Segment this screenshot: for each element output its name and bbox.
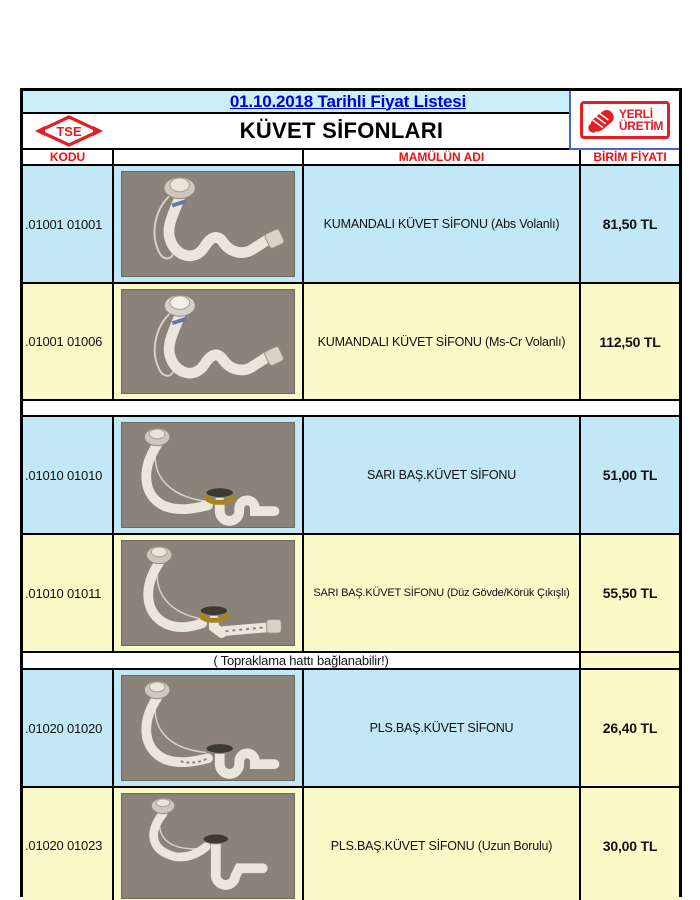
product-price: 30,00 TL: [602, 837, 658, 854]
column-header-row: [23, 150, 679, 166]
table-row: [23, 788, 679, 900]
table-row: [23, 535, 679, 653]
table-row: [23, 284, 679, 401]
product-name: SARI BAŞ.KÜVET SİFONU: [366, 468, 517, 482]
separator-row: [23, 401, 679, 417]
col-header-image: [114, 150, 304, 164]
product-photo: [121, 289, 295, 394]
note-price-cell: [581, 653, 679, 668]
table-row: [23, 166, 679, 284]
product-photo: [121, 675, 295, 781]
product-price: 55,50 TL: [602, 585, 658, 601]
badge-line2: ÜRETİM: [618, 118, 664, 133]
product-code: .01020 01020: [25, 720, 103, 736]
product-price: 26,40 TL: [602, 720, 658, 736]
product-code: .01010 01011: [25, 585, 102, 601]
grounding-note: ( Topraklama hattı bağlanabilir!): [23, 653, 581, 668]
col-header-kodu: KODU: [23, 150, 114, 164]
product-code: .01010 01010: [25, 467, 103, 483]
date-header-row: [23, 91, 569, 114]
tse-label: TSE: [55, 124, 82, 139]
siphon-photo-icon: [122, 172, 294, 276]
product-name: PLS.BAŞ.KÜVET SİFONU (Uzun Borulu): [330, 838, 553, 853]
siphon-photo-icon: [122, 541, 294, 645]
product-price: 81,50 TL: [602, 216, 658, 232]
hand-stamp-icon: [585, 106, 617, 134]
product-name: KUMANDALI KÜVET SİFONU (Ms-Cr Volanlı): [317, 334, 566, 349]
table-header: [23, 91, 679, 150]
tse-diamond-icon: [30, 114, 108, 148]
badge-line1: YERLİ: [618, 106, 653, 121]
table-row: [23, 417, 679, 535]
product-photo: [121, 793, 295, 899]
note-row: [23, 653, 679, 670]
product-photo: [121, 171, 295, 277]
col-header-mamulun-adi: MAMÜLÜN ADI: [304, 150, 581, 164]
date-title: 01.10.2018 Tarihli Fiyat Listesi: [229, 91, 467, 111]
product-name: SARI BAŞ.KÜVET SİFONU (Düz Gövde/Körük Çıkışlı): [313, 587, 570, 599]
product-price: 112,50 TL: [599, 333, 661, 350]
siphon-photo-icon: [122, 676, 294, 780]
siphon-photo-icon: [122, 423, 294, 527]
product-price: 51,00 TL: [602, 467, 658, 483]
yerli-uretim-badge-cell: [569, 91, 679, 150]
product-photo: [121, 422, 295, 528]
table-row: [23, 670, 679, 788]
col-header-birim-fiyati: BİRİM FİYATI: [593, 150, 667, 164]
siphon-photo-icon: [122, 794, 294, 898]
product-code: .01020 01023: [25, 838, 103, 854]
siphon-photo-icon: [122, 290, 294, 393]
product-code: .01001 01001: [25, 216, 103, 232]
tse-logo: [23, 114, 114, 148]
product-photo: [121, 540, 295, 646]
page-title: KÜVET SİFONLARI: [239, 118, 444, 143]
title-row: [23, 114, 569, 148]
yerli-uretim-badge: [580, 101, 670, 139]
product-name: KUMANDALI KÜVET SİFONU (Abs Volanlı): [323, 217, 560, 231]
product-code: .01001 01006: [25, 334, 103, 349]
product-name: PLS.BAŞ.KÜVET SİFONU: [369, 721, 514, 735]
price-table: [20, 88, 682, 897]
